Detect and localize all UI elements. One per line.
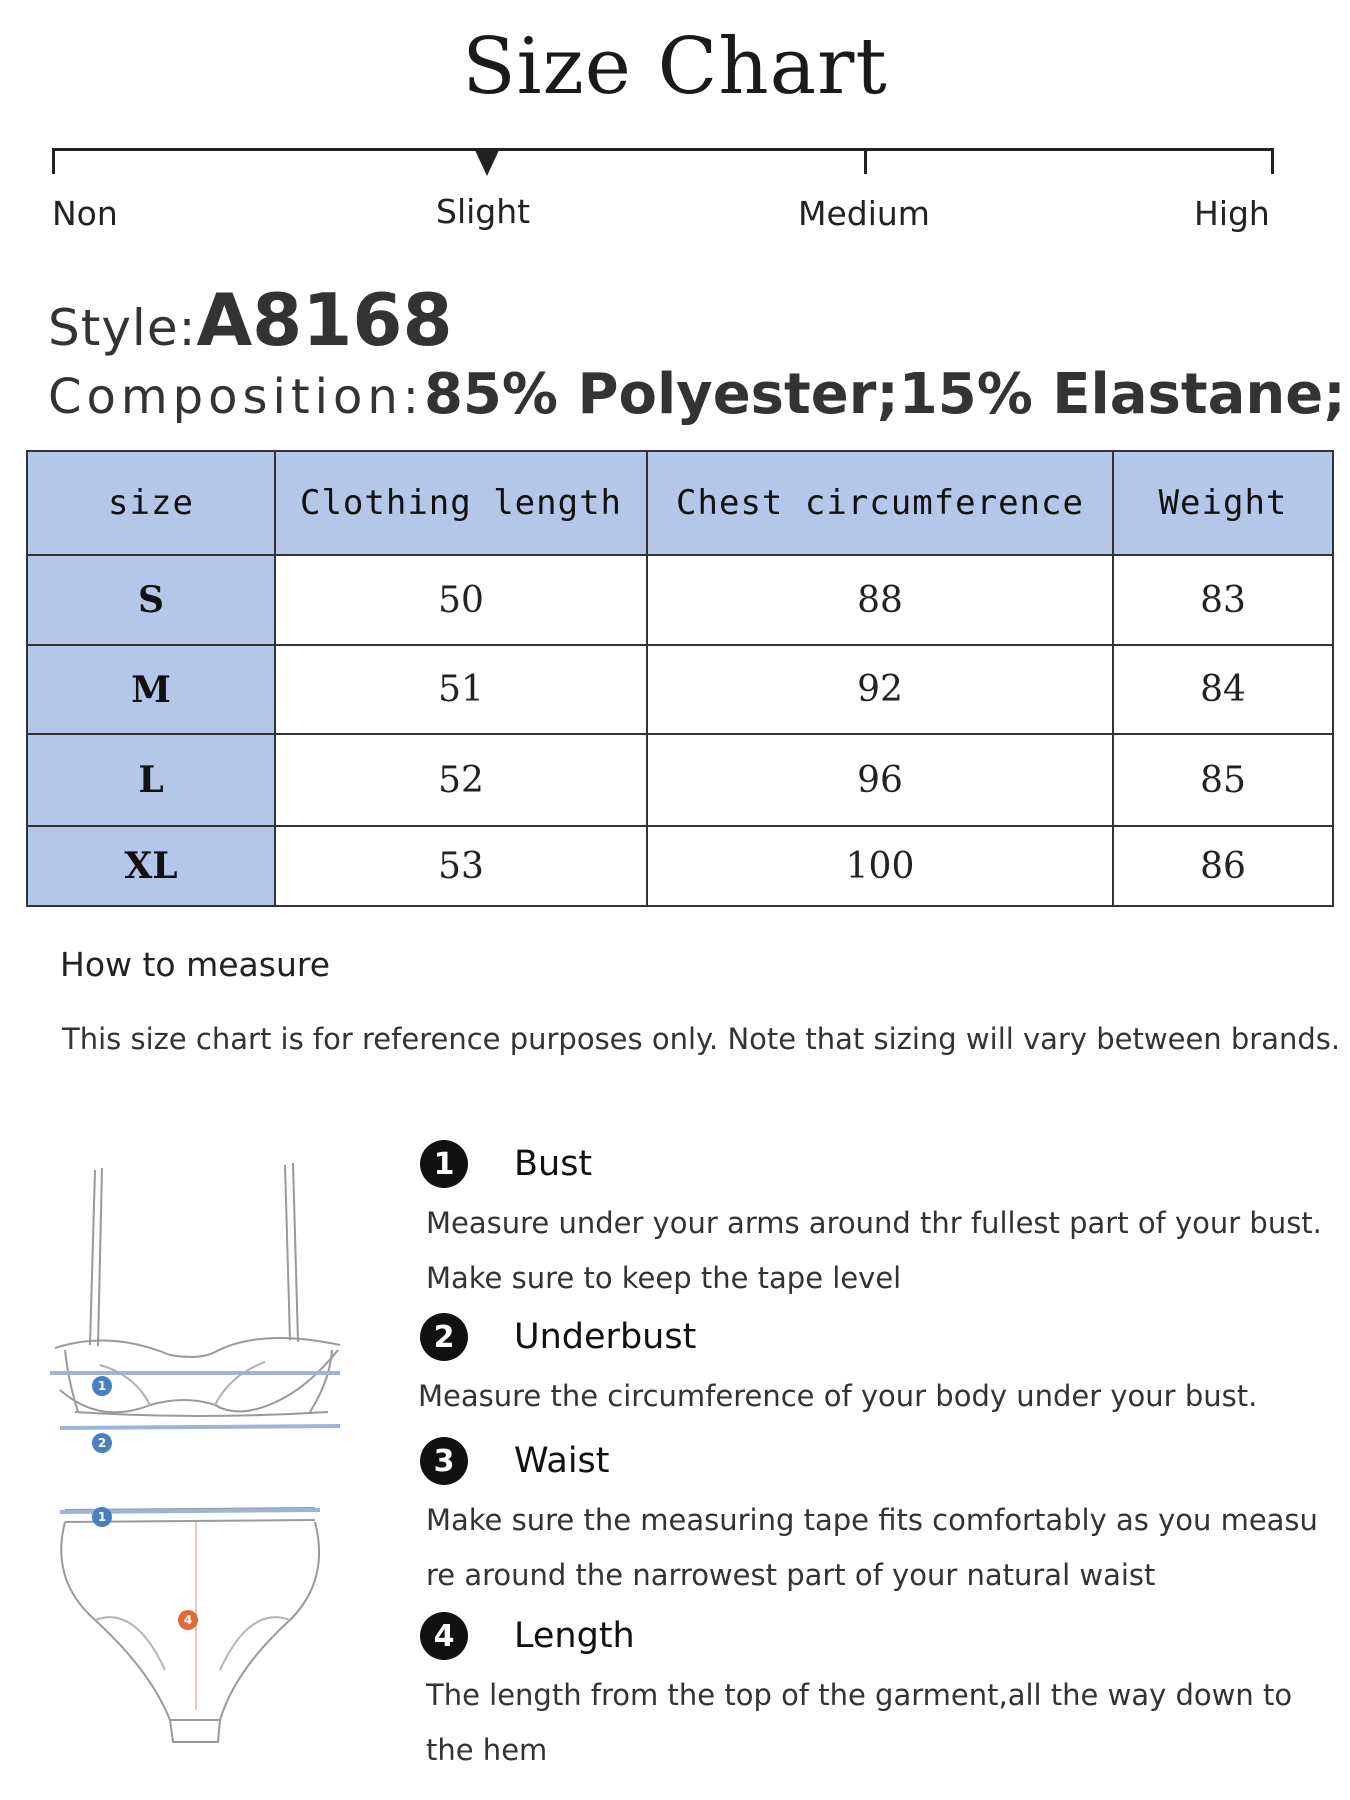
measure-desc-line: Make sure the measuring tape fits comfortably as you measu [426,1503,1318,1537]
measure-item-length [420,1612,1292,1778]
bikini-measurement-diagram-icon [40,1150,360,1750]
number-1-icon: 1 [420,1140,468,1188]
measure-desc-line: re around the narrowest part of your natural waist [426,1558,1156,1592]
table-row [27,826,1333,906]
measure-desc-length [426,1668,1292,1778]
table-cell: 83 [1113,555,1333,645]
composition-label: Composition: [48,369,424,425]
size-cell: L [27,734,275,826]
header-size: size [27,451,275,555]
svg-text:4: 4 [183,1613,193,1627]
table-cell: 84 [1113,645,1333,734]
number-3-icon: 3 [420,1437,468,1485]
composition-value: 85% Polyester;15% Elastane; [423,362,1346,427]
stretch-label-slight: Slight [436,192,531,231]
page-title: Size Chart [462,22,888,112]
measure-title-underbust: Underbust [514,1317,697,1357]
how-to-measure-note: This size chart is for reference purposes only. Note that sizing will vary between brands. [62,1022,1341,1056]
stretch-label-non: Non [52,194,118,233]
header-clothing-length: Clothing length [275,451,647,555]
table-cell: 86 [1113,826,1333,906]
measure-desc-line: Measure under your arms around thr fullest part of your bust. [426,1206,1322,1240]
table-cell: 52 [275,734,647,826]
style-info [48,278,453,362]
measure-desc-underbust [418,1369,1257,1424]
measure-desc-line: Measure the circumference of your body under your bust. [418,1379,1258,1413]
measure-desc-line: The length from the top of the garment,all the way down to [426,1678,1293,1712]
svg-text:2: 2 [97,1436,107,1450]
size-cell: M [27,645,275,734]
how-to-measure-title: How to measure [60,945,331,984]
composition-info [48,362,1346,427]
measure-desc-line: the hem [426,1733,548,1767]
measure-item-bust [420,1140,1322,1306]
stretch-label-medium: Medium [798,194,930,233]
measure-item-waist [420,1437,1318,1603]
stretch-label-high: High [1194,194,1270,233]
measure-title-waist: Waist [514,1441,610,1481]
style-label: Style: [48,299,197,357]
style-value: A8168 [196,278,453,362]
table-cell: 53 [275,826,647,906]
table-cell: 96 [647,734,1113,826]
stretch-scale-line [52,148,1274,151]
stretch-tick-non [52,148,55,174]
stretch-selected-marker-icon [474,148,500,176]
measure-desc-waist [426,1493,1318,1603]
table-cell: 51 [275,645,647,734]
table-cell: 92 [647,645,1113,734]
measure-desc-bust [426,1196,1322,1306]
stretch-tick-medium [864,148,867,174]
svg-text:1: 1 [97,1379,107,1393]
size-cell: S [27,555,275,645]
stretch-scale [52,148,1274,248]
svg-text:1: 1 [97,1510,107,1524]
table-cell: 88 [647,555,1113,645]
header-chest-circumference: Chest circumference [647,451,1113,555]
size-table [26,450,1334,907]
measure-item-underbust [420,1313,1257,1424]
table-row [27,734,1333,826]
number-2-icon: 2 [420,1313,468,1361]
stretch-tick-high [1271,148,1274,174]
number-4-icon: 4 [420,1612,468,1660]
table-cell: 85 [1113,734,1333,826]
measure-title-length: Length [514,1616,635,1656]
table-header-row [27,451,1333,555]
table-cell: 100 [647,826,1113,906]
size-cell: XL [27,826,275,906]
table-row [27,555,1333,645]
table-cell: 50 [275,555,647,645]
table-row [27,645,1333,734]
measure-desc-line: Make sure to keep the tape level [426,1261,902,1295]
measure-title-bust: Bust [514,1144,593,1184]
header-weight: Weight [1113,451,1333,555]
